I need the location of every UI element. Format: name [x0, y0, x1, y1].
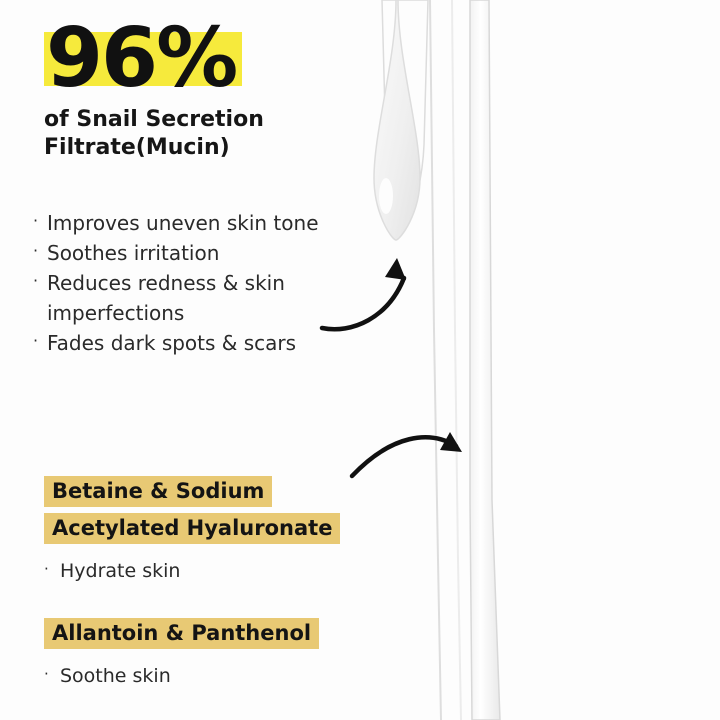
ingredient-group-allantoin — [44, 618, 444, 687]
curved-arrow-lower — [352, 437, 456, 476]
bullet-dot: · — [33, 331, 39, 350]
pipette-stem — [382, 0, 428, 210]
ingredient-name-line1: Allantoin & Panthenol — [44, 618, 319, 649]
bullet-dot: · — [44, 560, 49, 579]
headline-subtitle-line2: Filtrate(Mucin) — [44, 135, 230, 161]
list-item — [33, 268, 393, 298]
list-item-label: Soothes irritation — [47, 241, 220, 265]
headline-subtitle — [44, 106, 344, 163]
bullet-dot: · — [33, 211, 39, 230]
pipette-inner-edge — [430, 0, 441, 720]
percent-figure — [44, 11, 242, 106]
list-item — [33, 208, 393, 238]
list-item — [33, 328, 393, 358]
bullet-dot: · — [44, 665, 49, 684]
ingredient-name-line2: Acetylated Hyaluronate — [44, 513, 340, 544]
list-item-continuation — [33, 298, 393, 328]
serum-droplet — [374, 0, 420, 240]
headline-subtitle-line1: of Snail Secretion — [44, 106, 264, 132]
benefits-list — [33, 208, 393, 358]
percent-value: 96% — [46, 11, 237, 106]
ingredient-benefit-label: Hydrate skin — [60, 560, 181, 583]
list-item — [33, 238, 393, 268]
ingredient-benefit — [44, 665, 444, 687]
list-item-label: Improves uneven skin tone — [47, 211, 319, 235]
list-item-label: imperfections — [47, 301, 185, 325]
headline-block — [44, 11, 374, 163]
ingredient-group-betaine — [44, 476, 444, 582]
ingredient-name-line1: Betaine & Sodium — [44, 476, 272, 507]
ingredient-benefit-label: Soothe skin — [60, 665, 171, 688]
pipette-inner-edge-2 — [452, 0, 461, 720]
list-item-label: Reduces redness & skin — [47, 271, 285, 295]
ingredient-benefit — [44, 560, 444, 582]
bullet-dot: · — [33, 271, 39, 290]
list-item-label: Fades dark spots & scars — [47, 331, 297, 355]
pipette-outer-tube — [470, 0, 500, 720]
bullet-dot: · — [33, 241, 39, 260]
curved-arrow-lower-head — [440, 432, 462, 452]
